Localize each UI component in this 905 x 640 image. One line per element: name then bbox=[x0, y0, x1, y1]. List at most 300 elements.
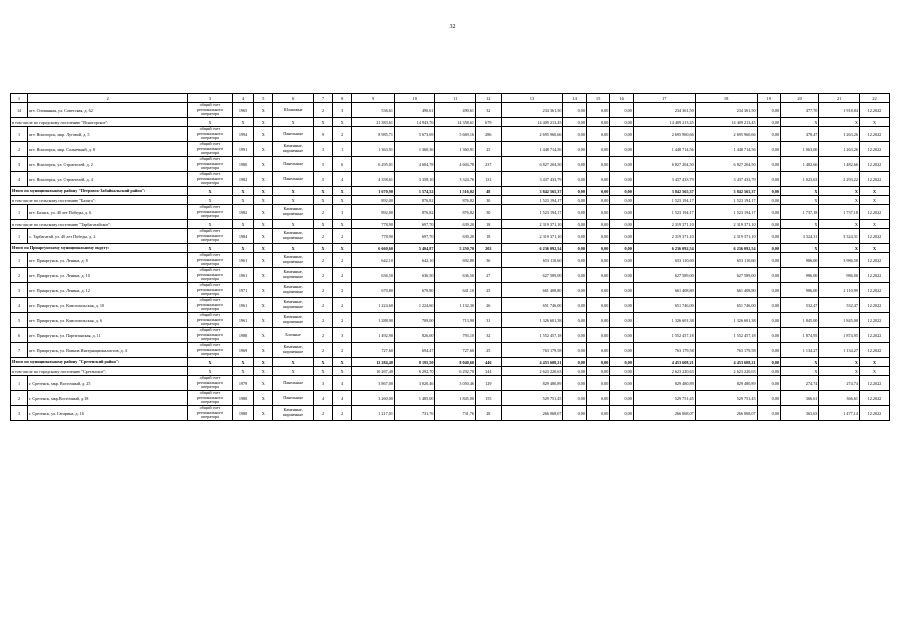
table-cell: Х bbox=[313, 118, 332, 127]
table-cell: 0,00 bbox=[563, 313, 586, 328]
table-cell: Х bbox=[819, 118, 860, 127]
table-cell: 1 516,02 bbox=[435, 187, 476, 196]
table-cell: 697,70 bbox=[394, 229, 435, 244]
table-cell: 1 492,90 bbox=[352, 328, 395, 343]
header-cell: 10 bbox=[394, 94, 435, 103]
table-cell: Х bbox=[254, 244, 273, 253]
header-cell: 13 bbox=[501, 94, 563, 103]
table-cell: 28 bbox=[476, 406, 502, 421]
table-cell: 131 bbox=[476, 172, 502, 187]
table-cell: 4 604,78 bbox=[394, 157, 435, 172]
table-cell: 0,00 bbox=[563, 376, 586, 391]
header-cell: 22 bbox=[859, 94, 889, 103]
table-cell: Х bbox=[254, 103, 273, 118]
table-cell: Х bbox=[780, 187, 818, 196]
table-cell: 731,76 bbox=[394, 406, 435, 421]
table-cell: Х bbox=[232, 367, 253, 376]
table-row bbox=[11, 376, 890, 391]
table-cell: 5 673,69 bbox=[394, 127, 435, 142]
table-cell: 829 480,89 bbox=[501, 376, 563, 391]
table-cell: 12.2022 bbox=[859, 205, 889, 220]
table-cell: 1 263,26 bbox=[819, 127, 860, 142]
table-cell: 0,00 bbox=[586, 103, 609, 118]
subtotal-label: в том числе по сельскому поселению "Баляга": bbox=[11, 196, 188, 205]
table-cell: 48 bbox=[476, 187, 502, 196]
table-cell: 2 bbox=[313, 313, 332, 328]
table-cell: 18 bbox=[476, 229, 502, 244]
table-cell: 0,00 bbox=[610, 127, 633, 142]
table-cell: 0,00 bbox=[757, 157, 780, 172]
table-cell: 532,47 bbox=[819, 298, 860, 313]
table-cell: 1961 bbox=[232, 253, 253, 268]
table-cell: пгт. Приаргунск, ул. Комсомольская, д. 10 bbox=[28, 298, 188, 313]
table-cell: 2 319 371,10 bbox=[695, 220, 757, 229]
table-cell: 3 437 433,79 bbox=[695, 172, 757, 187]
table-cell: общий счет регионального оператора bbox=[188, 205, 233, 220]
table-cell: 5 bbox=[313, 157, 332, 172]
table-cell: 477,70 bbox=[780, 103, 818, 118]
table-cell: 1 bbox=[11, 127, 28, 142]
table-cell: 1 bbox=[11, 229, 28, 244]
table-cell: общий счет регионального оператора bbox=[188, 103, 233, 118]
table-cell: 363,63 bbox=[780, 406, 818, 421]
table-cell: 1 263,26 bbox=[819, 142, 860, 157]
table-cell: Х bbox=[780, 367, 818, 376]
table-cell: 12.2022 bbox=[859, 391, 889, 406]
header-cell: 16 bbox=[610, 94, 633, 103]
table-cell: пгт. Баляга, ул. 40 лет Победы, д. 6 bbox=[28, 205, 188, 220]
table-cell: 4 453 608,21 bbox=[633, 358, 695, 367]
table-cell: Х bbox=[819, 244, 860, 253]
table-cell: Х bbox=[273, 358, 314, 367]
table-cell: Блочные bbox=[273, 328, 314, 343]
table-cell: 2 319 371,10 bbox=[695, 229, 757, 244]
table-cell: 0,00 bbox=[586, 244, 609, 253]
table-cell: 2 293,22 bbox=[819, 172, 860, 187]
table-cell: 0,00 bbox=[586, 187, 609, 196]
table-cell: Х bbox=[254, 328, 273, 343]
table-cell: 1 670,90 bbox=[352, 187, 395, 196]
table-cell: 1 bbox=[11, 253, 28, 268]
table-cell: Панельные bbox=[273, 376, 314, 391]
table-cell: Х bbox=[254, 313, 273, 328]
table-cell: 627 589,00 bbox=[501, 268, 563, 283]
table-cell: 731,76 bbox=[435, 406, 476, 421]
table-cell: пгт. Оловянная, ул. Советская, д. 62 bbox=[28, 103, 188, 118]
table-cell: 0,00 bbox=[586, 127, 609, 142]
table-cell: 4 453 608,21 bbox=[695, 358, 757, 367]
table-cell: 30 bbox=[476, 205, 502, 220]
table-cell: 266 068,07 bbox=[501, 406, 563, 421]
table-cell: 763 179,58 bbox=[695, 343, 757, 358]
table-cell: 286 bbox=[476, 127, 502, 142]
table-cell: 694,47 bbox=[394, 343, 435, 358]
table-cell: общий счет регионального оператора bbox=[188, 229, 233, 244]
table-cell: Х bbox=[254, 127, 273, 142]
table-cell: Х bbox=[232, 118, 253, 127]
table-cell: 2 bbox=[313, 205, 332, 220]
table-cell: 2 bbox=[333, 268, 352, 283]
table-cell: Х bbox=[254, 187, 273, 196]
table-cell: Х bbox=[273, 244, 314, 253]
table-cell: пгт. Приаргунск, ул. Ленина, д. 10 bbox=[28, 268, 188, 283]
table-cell: Х bbox=[333, 358, 352, 367]
table-cell: общий счет регионального оператора bbox=[188, 343, 233, 358]
table-cell: 0,00 bbox=[586, 142, 609, 157]
table-cell: 0,00 bbox=[610, 118, 633, 127]
table-cell: Х bbox=[859, 220, 889, 229]
table-cell: 3 437 433,79 bbox=[501, 172, 563, 187]
table-cell: Х bbox=[254, 283, 273, 298]
header-cell: 9 bbox=[352, 94, 395, 103]
table-cell: 14 409 213,45 bbox=[695, 118, 757, 127]
table-cell: 892,00 bbox=[352, 196, 395, 205]
table-cell: 0,00 bbox=[563, 187, 586, 196]
table-cell: 1 523 194,17 bbox=[501, 196, 563, 205]
table-cell: 876,82 bbox=[394, 205, 435, 220]
table-cell: общий счет регионального оператора bbox=[188, 157, 233, 172]
table-cell: Х bbox=[254, 343, 273, 358]
table-cell: 1 874,95 bbox=[780, 328, 818, 343]
header-cell: 21 bbox=[819, 94, 860, 103]
table-cell: 1 134,27 bbox=[780, 343, 818, 358]
table-cell: 0,00 bbox=[610, 103, 633, 118]
table-cell: Х bbox=[254, 253, 273, 268]
table-cell: 3 bbox=[313, 376, 332, 391]
table-cell: 1 448 714,56 bbox=[695, 142, 757, 157]
table-cell: 0,00 bbox=[586, 313, 609, 328]
table-cell: 4 bbox=[11, 298, 28, 313]
subtotal-row bbox=[11, 367, 890, 376]
table-cell: 25 bbox=[476, 142, 502, 157]
table-cell: 0,00 bbox=[610, 376, 633, 391]
subtotal-row bbox=[11, 196, 890, 205]
table-cell: 529 751,45 bbox=[501, 391, 563, 406]
table-cell: 1988 bbox=[232, 328, 253, 343]
table-row bbox=[11, 391, 890, 406]
table-cell: 0,00 bbox=[563, 283, 586, 298]
table-cell: 12.2022 bbox=[859, 253, 889, 268]
table-cell: 266 068,07 bbox=[695, 406, 757, 421]
table-cell: Каменные, кирпичные bbox=[273, 313, 314, 328]
table-cell: 636,50 bbox=[352, 268, 395, 283]
table-cell: Х bbox=[232, 358, 253, 367]
table-cell: 986,00 bbox=[780, 283, 818, 298]
table-cell: 12.2022 bbox=[859, 172, 889, 187]
table-cell: 12.2022 bbox=[859, 283, 889, 298]
table-cell: 651 746,00 bbox=[633, 298, 695, 313]
table-cell: 2 bbox=[11, 142, 28, 157]
table-cell: 876,82 bbox=[394, 196, 435, 205]
table-cell: 0,00 bbox=[757, 343, 780, 358]
table-cell: 12.2022 bbox=[859, 142, 889, 157]
table-cell: 0,00 bbox=[757, 406, 780, 421]
table-cell: 829 480,89 bbox=[633, 376, 695, 391]
table-cell: 0,00 bbox=[610, 328, 633, 343]
table-cell: 12.2022 bbox=[859, 268, 889, 283]
table-cell: 6 660,60 bbox=[352, 244, 395, 253]
table-row bbox=[11, 127, 890, 142]
table-cell: 653 110,60 bbox=[501, 253, 563, 268]
table-cell: 12.2022 bbox=[859, 127, 889, 142]
table-cell: 234 361,50 bbox=[633, 103, 695, 118]
table-cell: 653 110,60 bbox=[695, 253, 757, 268]
table-cell: 1979 bbox=[232, 376, 253, 391]
table-cell: 7 bbox=[11, 343, 28, 358]
table-row bbox=[11, 205, 890, 220]
table-row bbox=[11, 283, 890, 298]
table-cell: общий счет регионального оператора bbox=[188, 328, 233, 343]
table-cell: 3 bbox=[333, 328, 352, 343]
table-cell: 1 023,63 bbox=[780, 172, 818, 187]
table-cell: 1 bbox=[333, 142, 352, 157]
table-cell: Х bbox=[273, 187, 314, 196]
table-cell: 1961 bbox=[232, 298, 253, 313]
table-cell: 14 409 213,45 bbox=[501, 118, 563, 127]
table-cell: 14 358,61 bbox=[435, 118, 476, 127]
table-cell: 18 bbox=[476, 220, 502, 229]
table-cell: 1 224,60 bbox=[352, 298, 395, 313]
table-cell: 1991 bbox=[232, 142, 253, 157]
table-cell: 713,90 bbox=[435, 313, 476, 328]
table-cell: 12.2022 bbox=[859, 298, 889, 313]
header-cell: 5 bbox=[254, 94, 273, 103]
table-cell: 529 751,45 bbox=[695, 391, 757, 406]
table-cell: 3 986,50 bbox=[819, 253, 860, 268]
table-cell: 0,00 bbox=[610, 406, 633, 421]
table-cell: Х bbox=[188, 244, 233, 253]
table-cell: Х bbox=[273, 196, 314, 205]
table-cell: Х bbox=[819, 196, 860, 205]
table-cell: 0,00 bbox=[757, 391, 780, 406]
table-cell: 0,00 bbox=[563, 172, 586, 187]
table-cell: общий счет регионального оператора bbox=[188, 127, 233, 142]
table-cell: 1 482,66 bbox=[780, 157, 818, 172]
table-cell: 1982 bbox=[232, 205, 253, 220]
table-cell: 661 408,80 bbox=[501, 283, 563, 298]
table-cell: общий счет регионального оператора bbox=[188, 142, 233, 157]
table-cell: Х bbox=[188, 118, 233, 127]
table-cell: 670,80 bbox=[394, 283, 435, 298]
table-cell: 2 695 960,66 bbox=[633, 127, 695, 142]
table-cell: 1 288,90 bbox=[352, 313, 395, 328]
table-cell: Каменные, кирпичные bbox=[273, 283, 314, 298]
table-cell: 4 453 608,21 bbox=[501, 358, 563, 367]
table-cell: 3 020,46 bbox=[394, 376, 435, 391]
table-cell: 2 bbox=[11, 268, 28, 283]
table-cell: 2 319 371,10 bbox=[633, 229, 695, 244]
table-cell: 2 623 220,63 bbox=[633, 367, 695, 376]
table-cell: 1 134,27 bbox=[819, 343, 860, 358]
table-cell: 366,61 bbox=[780, 391, 818, 406]
table-cell: 12.2022 bbox=[859, 157, 889, 172]
table-cell: 1994 bbox=[232, 127, 253, 142]
table-cell: 1 363,91 bbox=[352, 142, 395, 157]
table-cell: 3 bbox=[11, 283, 28, 298]
table-cell: 1 552 457,18 bbox=[695, 328, 757, 343]
table-cell: Х bbox=[780, 358, 818, 367]
table-cell: Каменные, кирпичные bbox=[273, 343, 314, 358]
table-cell: 0,00 bbox=[757, 298, 780, 313]
table-cell: 0,00 bbox=[563, 244, 586, 253]
table-cell: Х bbox=[859, 367, 889, 376]
table-cell: 2 bbox=[313, 103, 332, 118]
table-cell: пгт. Ясногорск, мкр. Солнечный, д. 8 bbox=[28, 142, 188, 157]
table-cell: пгт. Ясногорск, ул. Строителей, д. 4 bbox=[28, 172, 188, 187]
table-cell: 1 845,00 bbox=[780, 313, 818, 328]
table-cell: Х bbox=[188, 358, 233, 367]
table-row bbox=[11, 343, 890, 358]
table-cell: 3 324,31 bbox=[780, 229, 818, 244]
header-cell: 4 bbox=[232, 94, 253, 103]
table-cell: 0,00 bbox=[757, 367, 780, 376]
table-cell: 0,00 bbox=[586, 343, 609, 358]
table-cell: 4 bbox=[333, 391, 352, 406]
table-cell: общий счет регионального оператора bbox=[188, 376, 233, 391]
table-cell: 876,82 bbox=[435, 205, 476, 220]
table-cell: 129 bbox=[476, 376, 502, 391]
table-cell: 536,61 bbox=[352, 103, 395, 118]
table-cell: Х bbox=[333, 220, 352, 229]
table-cell: 1 132,30 bbox=[435, 298, 476, 313]
table-cell: 727,60 bbox=[435, 343, 476, 358]
table-cell: Панельные bbox=[273, 157, 314, 172]
table-cell: Х bbox=[859, 196, 889, 205]
table-cell: 2 bbox=[313, 253, 332, 268]
table-cell: Х bbox=[254, 406, 273, 421]
table-cell: 2 bbox=[313, 343, 332, 358]
table-cell: 478,47 bbox=[780, 127, 818, 142]
table-cell: 6 236 092,54 bbox=[695, 244, 757, 253]
table-cell: Х bbox=[254, 298, 273, 313]
table-cell: 986,00 bbox=[780, 268, 818, 283]
total-row bbox=[11, 244, 890, 253]
table-cell: 30 bbox=[476, 196, 502, 205]
table-cell: 12.2022 bbox=[859, 229, 889, 244]
table-cell: 1 845,00 bbox=[819, 313, 860, 328]
table-cell: 0,00 bbox=[610, 298, 633, 313]
table-cell: 234 361,50 bbox=[695, 103, 757, 118]
table-cell: 6 bbox=[333, 157, 352, 172]
table-cell: Х bbox=[819, 358, 860, 367]
table-cell: 2 bbox=[11, 391, 28, 406]
table-cell: 2 bbox=[313, 298, 332, 313]
table-cell: 1 523 194,17 bbox=[633, 205, 695, 220]
table-cell: 661 408,80 bbox=[695, 283, 757, 298]
table-cell: 2 623 220,63 bbox=[501, 367, 563, 376]
table-cell: Х bbox=[333, 367, 352, 376]
header-cell: 11 bbox=[435, 94, 476, 103]
table-cell: 1 326 601,38 bbox=[501, 313, 563, 328]
table-cell: 0,00 bbox=[610, 253, 633, 268]
table-cell: Х bbox=[254, 376, 273, 391]
table-cell: 1965 bbox=[232, 103, 253, 118]
table-cell: 12.2022 bbox=[859, 313, 889, 328]
table-cell: 709,00 bbox=[394, 313, 435, 328]
table-cell: 0,00 bbox=[757, 220, 780, 229]
table-cell: 1 523 194,17 bbox=[633, 196, 695, 205]
table-cell: Х bbox=[273, 367, 314, 376]
table-cell: 36 bbox=[476, 253, 502, 268]
header-cell: 19 bbox=[757, 94, 780, 103]
table-cell: 2 695 960,66 bbox=[501, 127, 563, 142]
table-cell: 1 477,14 bbox=[819, 406, 860, 421]
table-cell: 0,00 bbox=[563, 142, 586, 157]
table-cell: 793,10 bbox=[435, 328, 476, 343]
table-cell: 1 523 194,17 bbox=[695, 205, 757, 220]
table-cell: 0,00 bbox=[610, 172, 633, 187]
table-cell: 763 179,58 bbox=[633, 343, 695, 358]
table-cell: 10 267,40 bbox=[352, 367, 395, 376]
table-cell: 627 589,00 bbox=[695, 268, 757, 283]
table-cell: 0,00 bbox=[610, 367, 633, 376]
table-cell: 1971 bbox=[232, 283, 253, 298]
total-label: Итого по муниципальному району "Сретенский район": bbox=[11, 358, 188, 367]
table-cell: 2 bbox=[333, 229, 352, 244]
table-cell: 3 358,10 bbox=[394, 172, 435, 187]
table-cell: Х bbox=[232, 196, 253, 205]
table-cell: 9 bbox=[313, 127, 332, 142]
table-cell: 12 284,40 bbox=[352, 358, 395, 367]
table-cell: Х bbox=[780, 244, 818, 253]
table-cell: Х bbox=[313, 367, 332, 376]
table-cell: Х bbox=[254, 391, 273, 406]
table-cell: 642,10 bbox=[394, 253, 435, 268]
table-cell: 1 874,95 bbox=[819, 328, 860, 343]
table-cell: 0,00 bbox=[563, 253, 586, 268]
table-cell: 661 408,80 bbox=[633, 283, 695, 298]
table-cell: 0,00 bbox=[757, 103, 780, 118]
table-cell: Х bbox=[313, 196, 332, 205]
table-cell: 2 695 960,66 bbox=[695, 127, 757, 142]
table-cell: 670,80 bbox=[352, 283, 395, 298]
table-cell: 653 110,60 bbox=[633, 253, 695, 268]
table-cell: 642,10 bbox=[352, 253, 395, 268]
table-cell: Х bbox=[333, 196, 352, 205]
table-cell: 25 bbox=[476, 283, 502, 298]
table-cell: общий счет регионального оператора bbox=[188, 268, 233, 283]
table-cell: Х bbox=[859, 244, 889, 253]
subtotal-label: в том числе по городскому поселению "Сретенское": bbox=[11, 367, 188, 376]
table-cell: Х bbox=[819, 187, 860, 196]
table-cell: 3 324,31 bbox=[819, 229, 860, 244]
table-cell: 0,00 bbox=[610, 244, 633, 253]
table-row bbox=[11, 157, 890, 172]
table-cell: 0,00 bbox=[586, 172, 609, 187]
table-cell: Каменные, кирпичные bbox=[273, 406, 314, 421]
header-cell: 20 bbox=[780, 94, 818, 103]
table-cell: 2 319 371,10 bbox=[633, 220, 695, 229]
table-cell: Х bbox=[254, 142, 273, 157]
table-cell: 5 bbox=[313, 172, 332, 187]
table-cell: Панельные bbox=[273, 391, 314, 406]
table-cell: 5 404,87 bbox=[394, 244, 435, 253]
table-cell: 4 bbox=[313, 391, 332, 406]
table-cell: 14 943,76 bbox=[394, 118, 435, 127]
table-cell: 0,00 bbox=[563, 358, 586, 367]
header-cell: 17 bbox=[633, 94, 695, 103]
table-cell: г. Сретенск, мкр.Восточный, д.18 bbox=[28, 391, 188, 406]
table-cell: 1 737,18 bbox=[780, 205, 818, 220]
table-cell: 0,00 bbox=[563, 391, 586, 406]
table-cell: пгт. Приаргунск, ул. Комсомольская, д. 6 bbox=[28, 313, 188, 328]
table-cell: 641,10 bbox=[435, 283, 476, 298]
table-cell: пгт. Приаргунск, ул. Ленина, д. 12 bbox=[28, 283, 188, 298]
table-cell: 8 195,50 bbox=[394, 358, 435, 367]
table-cell: 0,00 bbox=[610, 268, 633, 283]
table-cell: 2 319 371,10 bbox=[501, 229, 563, 244]
table-row bbox=[11, 268, 890, 283]
